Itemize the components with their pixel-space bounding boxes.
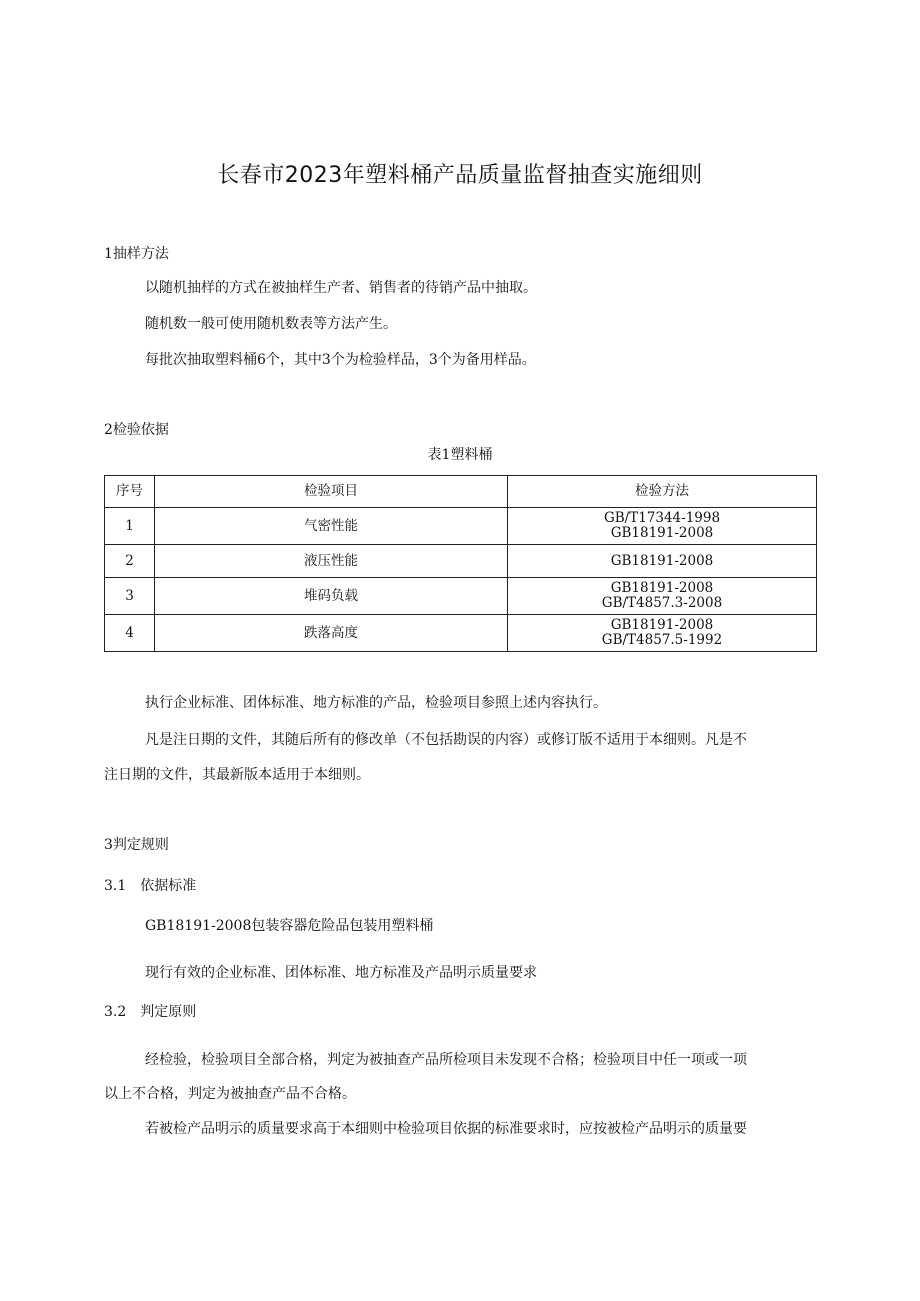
section1-paragraph: 随机数一般可使用随机数表等方法产生。 [145, 316, 397, 332]
row-method [508, 508, 817, 545]
row-number: 2 [105, 545, 155, 578]
method-standard: GB/T17344-1998 [603, 510, 721, 526]
table-header-row [105, 476, 817, 508]
inspection-table [104, 475, 817, 652]
section1-paragraph: 每批次抽取塑料桶6个，其中3个为检验样品，3个为备用样品。 [145, 352, 536, 368]
row-number: 3 [105, 578, 155, 615]
method-standard: GB18191-2008 [610, 580, 714, 596]
table-row [105, 615, 817, 652]
row-method [508, 545, 817, 578]
page-title: 长春市2023年塑料桶产品质量监督抽查实施细则 [217, 163, 703, 188]
judgement-paragraph: 经检验，检验项目全部合格，判定为被抽查产品所检项目未发现不合格；检验项目中任一项或一项 [145, 1052, 747, 1068]
column-header-method: 检验方法 [508, 476, 817, 508]
row-item: 堆码负载 [155, 578, 508, 615]
section2-paragraph: 凡是注日期的文件，其随后所有的修改单（不包括勘误的内容）或修订版不适用于本细则。凡是不 [145, 732, 747, 748]
column-header-no: 序号 [105, 476, 155, 508]
row-item: 跌落高度 [155, 615, 508, 652]
section2-heading: 2检验依据 [104, 422, 169, 438]
method-standard: GB18191-2008 [610, 552, 714, 569]
row-item: 液压性能 [155, 545, 508, 578]
table-row [105, 578, 817, 615]
judgement-paragraph: 若被检产品明示的质量要求高于本细则中检验项目依据的标准要求时，应按被检产品明示的质量要 [145, 1121, 747, 1137]
section1-paragraph: 以随机抽样的方式在被抽样生产者、销售者的待销产品中抽取。 [145, 280, 537, 296]
method-standard: GB18191-2008 [610, 525, 714, 541]
section2-paragraph: 执行企业标准、团体标准、地方标准的产品，检验项目参照上述内容执行。 [145, 695, 607, 711]
table-row [105, 545, 817, 578]
row-number: 4 [105, 615, 155, 652]
method-standard: GB18191-2008 [610, 617, 714, 633]
column-header-item: 检验项目 [155, 476, 508, 508]
row-number: 1 [105, 508, 155, 545]
section2-paragraph-continued: 注日期的文件，其最新版本适用于本细则。 [104, 767, 370, 783]
row-method [508, 578, 817, 615]
subsection-3-1-heading: 3.1 依据标准 [104, 878, 197, 894]
row-method [508, 615, 817, 652]
judgement-paragraph-continued: 以上不合格，判定为被抽查产品不合格。 [104, 1086, 356, 1102]
row-item: 气密性能 [155, 508, 508, 545]
table-row [105, 508, 817, 545]
table-caption: 表1塑料桶 [427, 447, 493, 463]
method-standard: GB/T4857.5-1992 [601, 632, 723, 648]
method-standard: GB/T4857.3-2008 [601, 595, 723, 611]
section3-heading: 3判定规则 [104, 837, 169, 853]
standard-item: GB18191-2008包装容器危险品包装用塑料桶 [145, 918, 434, 934]
standard-item: 现行有效的企业标准、团体标准、地方标准及产品明示质量要求 [145, 965, 537, 981]
section1-heading: 1抽样方法 [104, 246, 169, 262]
subsection-3-2-heading: 3.2 判定原则 [104, 1004, 197, 1020]
